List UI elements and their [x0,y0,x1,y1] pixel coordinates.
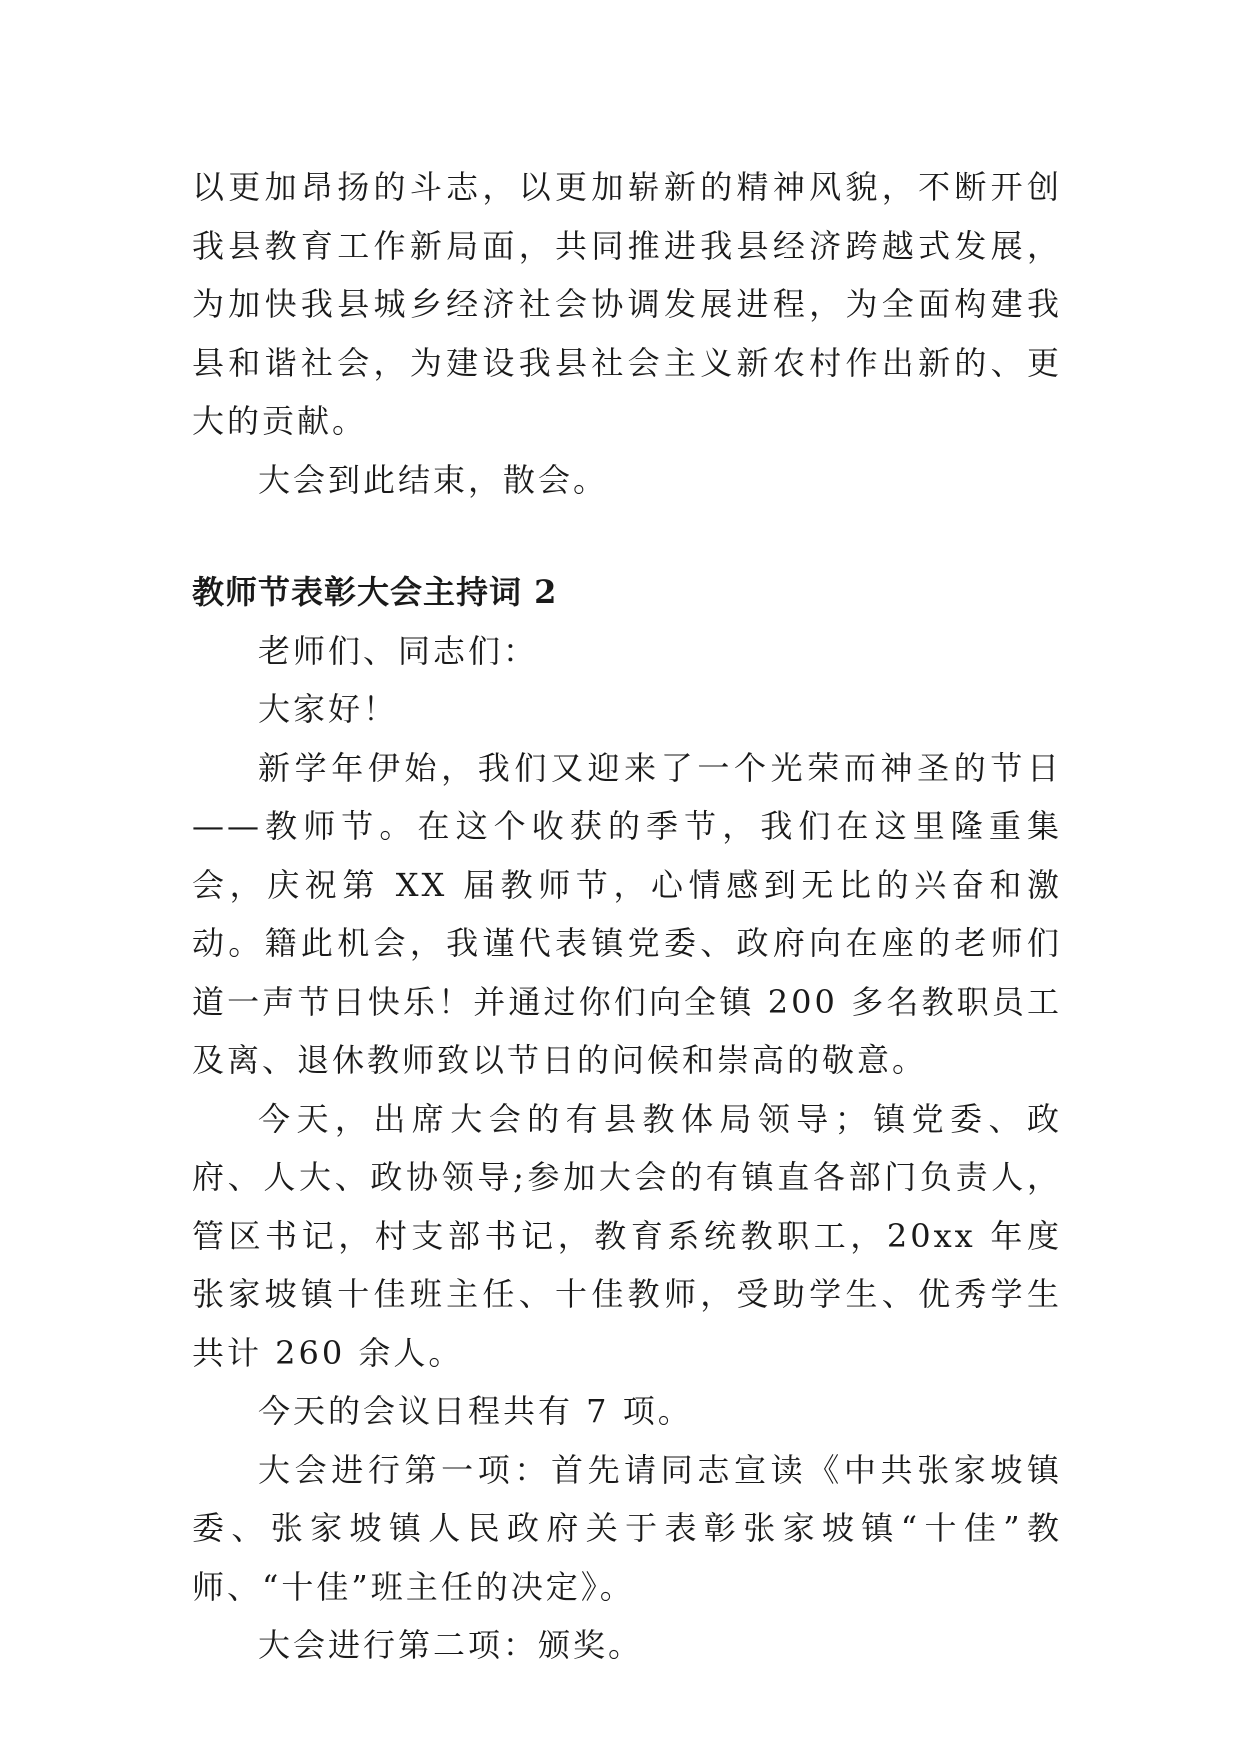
paragraph-closing: 大会到此结束，散会。 [258,460,609,499]
paragraph-item-two: 大会进行第二项：颁奖。 [258,1626,644,1664]
paragraph-salutation: 老师们、同志们： [258,631,539,670]
section-title: 教师节表彰大会主持词 2 [192,573,558,611]
document-page [192,158,1062,1675]
paragraph-attendees: 今天，出席大会的有县教体局领导；镇党委、政府、人大、政协领导;参加大会的有镇直各部门负责人，管区书记，村支部书记，教育系统教职工，20xx 年度张家坡镇十佳班主任、十佳教师，受助学生、优秀学生共计 260 余人。 [192,1099,1062,1372]
paragraph-opening: 新学年伊始，我们又迎来了一个光荣而神圣的节日——教师节。在这个收获的季节，我们在这里隆重集会，庆祝第 XX 届教师节，心情感到无比的兴奋和激动。籍此机会，我谨代表镇党委、政府向在座的老师们道一声节日快乐！并通过你们向全镇 200 多名教职员工及离、退休教师致以节日的问候和崇高的敬意。 [192,748,1062,1079]
paragraph-greeting: 大家好！ [258,690,399,728]
paragraph-agenda: 今天的会议日程共有 7 项。 [258,1392,693,1430]
paragraph-item-one: 大会进行第一项：首先请同志宣读《中共张家坡镇委、张家坡镇人民政府关于表彰张家坡镇“十佳”教师、“十佳”班主任的决定》。 [192,1450,1062,1606]
paragraph-continued: 以更加昂扬的斗志，以更加崭新的精神风貌，不断开创我县教育工作新局面，共同推进我县经济跨越式发展，为加快我县城乡经济社会协调发展进程，为全面构建我县和谐社会，为建设我县社会主义新农村作出新的、更大的贡献。 [192,168,1062,440]
